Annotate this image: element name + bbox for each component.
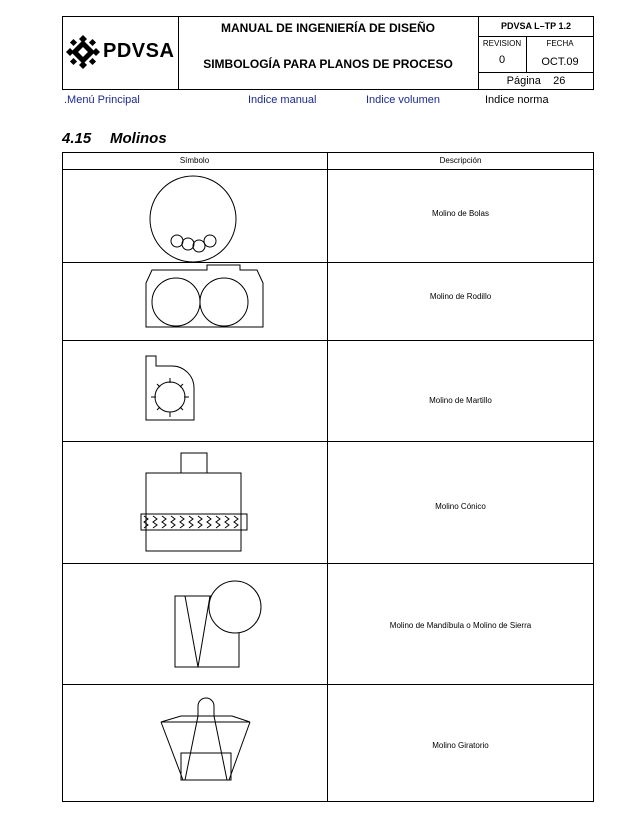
page-indicator bbox=[478, 75, 594, 87]
jaw-saw-mill-icon bbox=[62, 563, 327, 684]
conical-mill-icon bbox=[62, 441, 327, 563]
pdvsa-logo bbox=[66, 33, 176, 71]
revision-value: 0 bbox=[498, 54, 506, 66]
row-description: Molino de Mandíbula o Molino de Sierra bbox=[389, 621, 532, 630]
nav-indice-manual[interactable]: Indice manual bbox=[248, 94, 317, 106]
gyratory-mill-icon bbox=[62, 684, 327, 802]
hammer-mill-icon bbox=[62, 340, 327, 441]
column-header-symbol: Símbolo bbox=[179, 156, 210, 165]
ball-mill-icon bbox=[62, 169, 327, 262]
document-subtitle: SIMBOLOGÍA PARA PLANOS DE PROCESO bbox=[203, 57, 453, 71]
column-header-description: Descripción bbox=[439, 156, 482, 165]
pdvsa-logo-icon bbox=[66, 35, 100, 69]
fecha-label: FECHA bbox=[546, 39, 574, 48]
page-label: Página bbox=[506, 75, 541, 87]
header-divider bbox=[478, 72, 594, 73]
page-number: 26 bbox=[553, 75, 566, 87]
logo-text: PDVSA bbox=[103, 40, 175, 62]
nav-indice-volumen[interactable]: Indice volumen bbox=[366, 94, 440, 106]
roller-mill-icon bbox=[62, 262, 327, 340]
fecha-value: OCT.09 bbox=[541, 56, 579, 68]
table-column-divider bbox=[327, 152, 328, 802]
header-divider bbox=[478, 36, 594, 37]
row-description: Molino de Martillo bbox=[429, 396, 492, 405]
row-description: Molino Giratorio bbox=[432, 741, 489, 750]
nav-menu-principal[interactable]: .Menú Principal bbox=[64, 94, 140, 106]
document-code: PDVSA L–TP 1.2 bbox=[500, 21, 572, 31]
section-title: Molinos bbox=[110, 130, 167, 147]
row-description: Molino Cónico bbox=[435, 502, 486, 511]
nav-indice-norma[interactable]: Indice norma bbox=[485, 94, 549, 106]
section-number: 4.15 bbox=[62, 130, 92, 147]
revision-label: REVISION bbox=[482, 39, 522, 48]
row-description: Molino de Bolas bbox=[432, 209, 489, 218]
row-description: Molino de Rodillo bbox=[429, 292, 492, 301]
manual-title: MANUAL DE INGENIERÍA DE DISEÑO bbox=[220, 21, 436, 35]
